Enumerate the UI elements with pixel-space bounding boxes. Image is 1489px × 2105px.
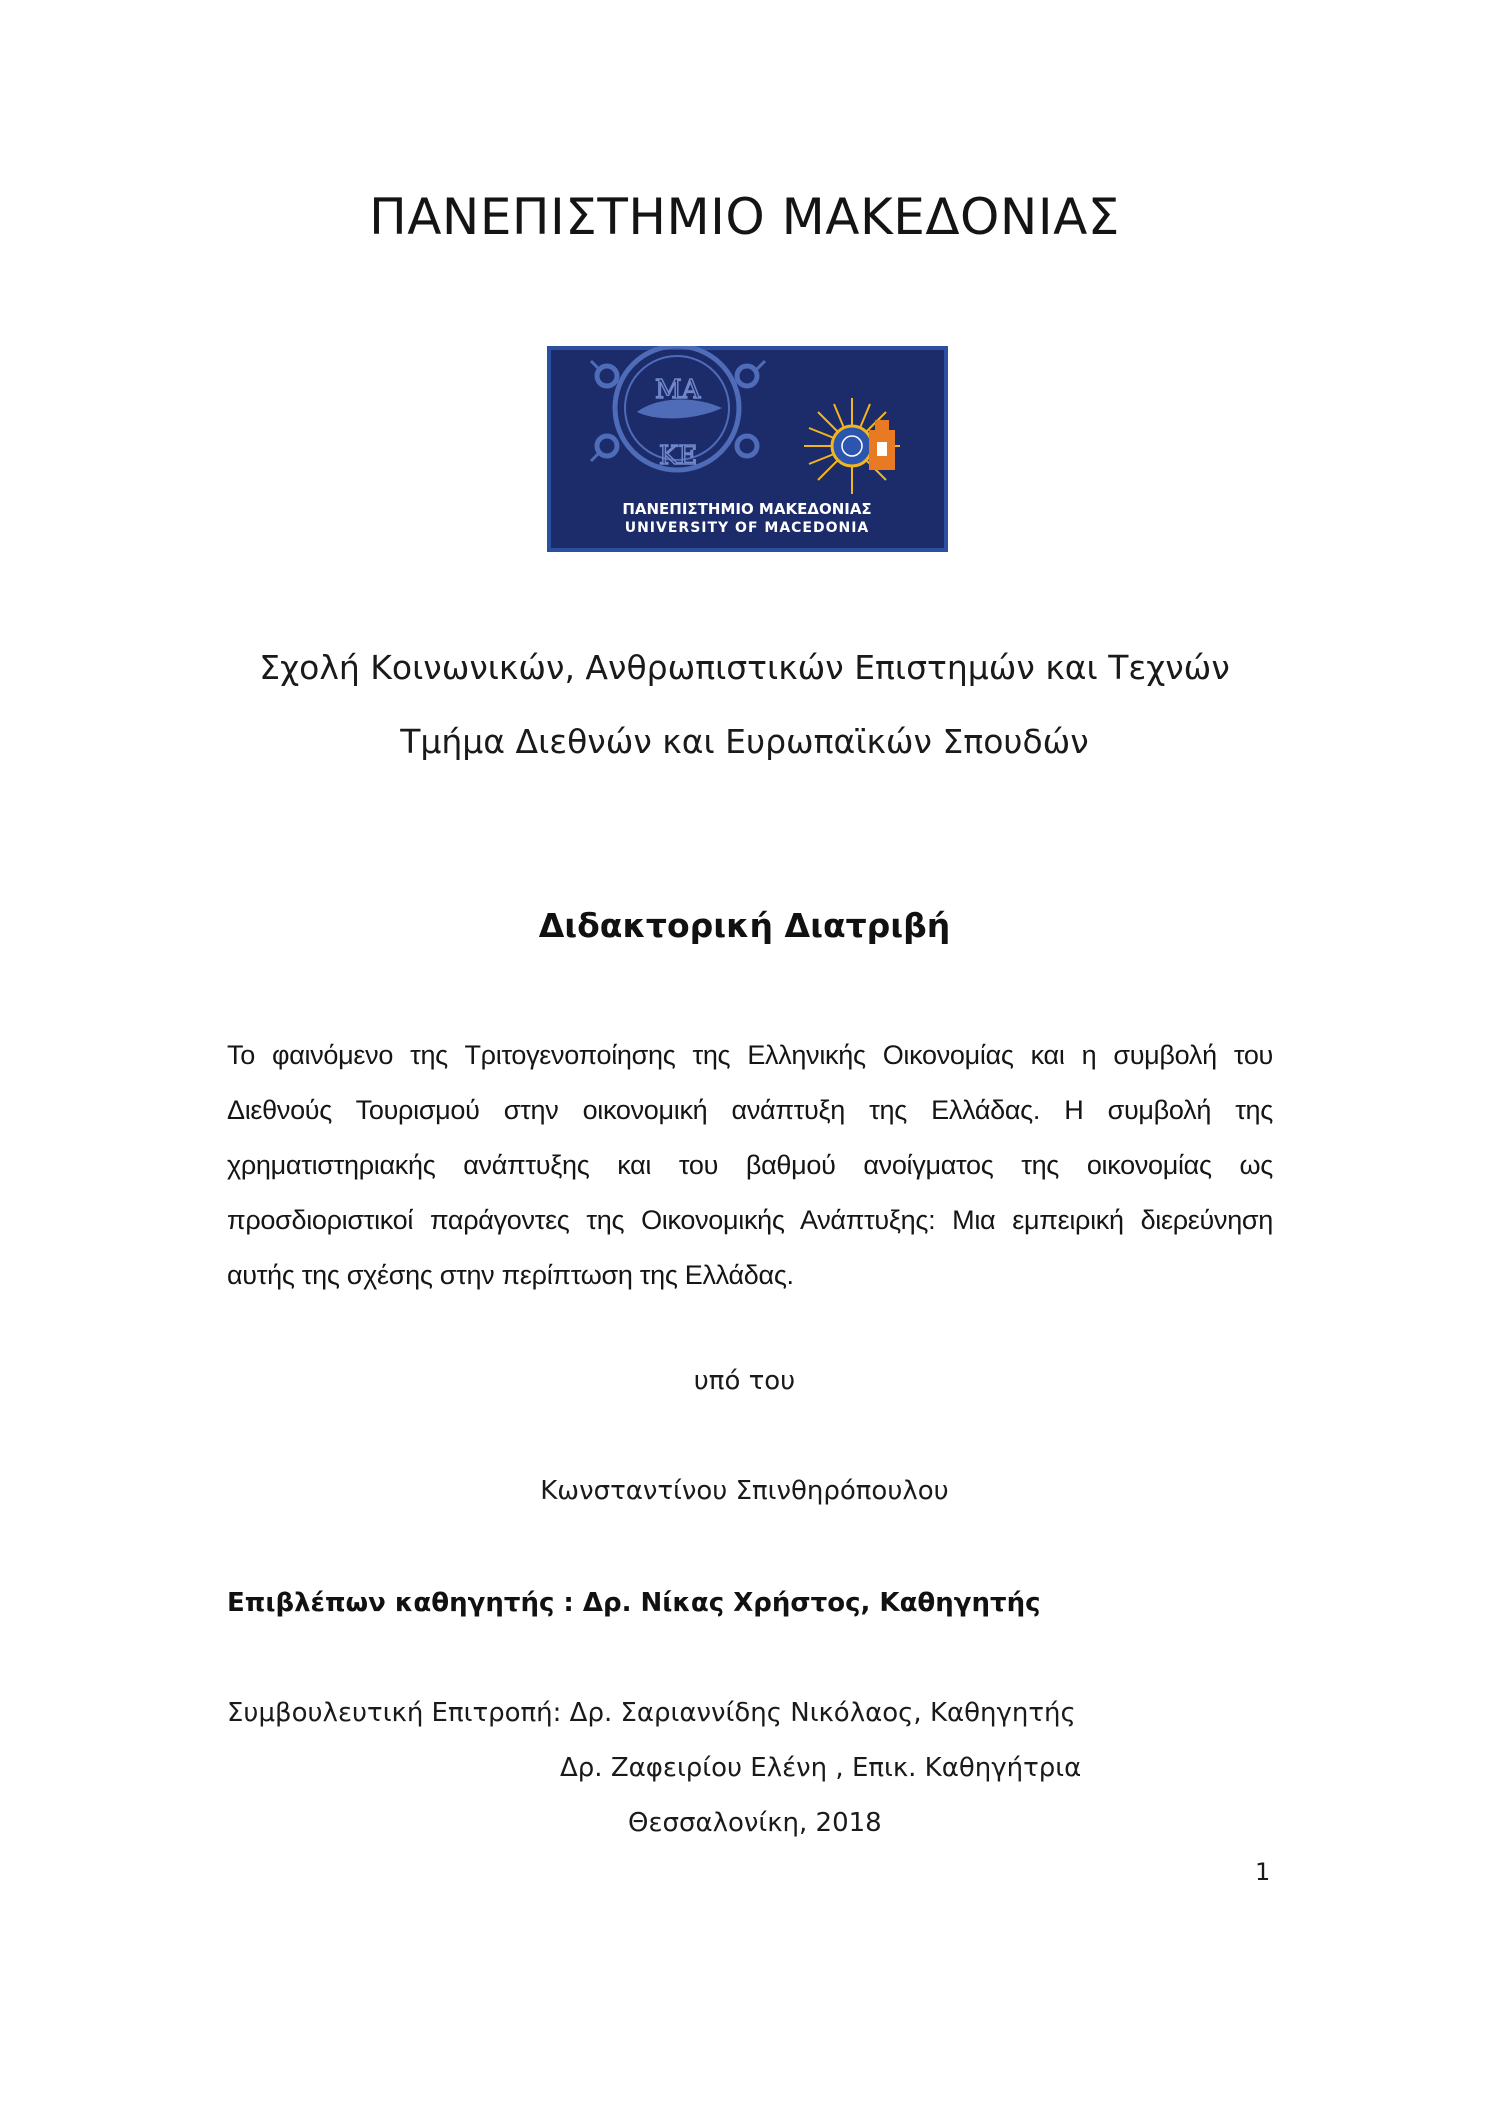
- svg-text:ΜΑ: ΜΑ: [655, 375, 701, 405]
- department-name: Τμήμα Διεθνών και Ευρωπαϊκών Σπουδών: [400, 722, 1089, 761]
- thesis-title: Το φαινόμενο της Τριτογενοποίησης της Ελληνικής Οικονομίας και η συμβολή του Διεθνούς Τουρισμού στην οικονομική ανάπτυξη της Ελλάδας. Η συμβολή της χρηματιστηριακής ανάπτυξης και του βαθμού ανοίγματος της οικονομίας ως προσδιοριστικοί παράγοντες της Οικονομικής Ανάπτυξης: Μια εμπειρική διερεύνηση αυτής της σχέσης στην περίπτωση της Ελλάδας.: [227, 1040, 1273, 1290]
- place-date: Θεσσαλονίκη, 2018: [628, 1808, 882, 1838]
- advisory-committee: Συμβουλευτική Επιτροπή: Δρ. Σαριαννίδης Νικόλαος, Καθηγητής: [227, 1698, 1076, 1728]
- page-number: 1: [1255, 1858, 1271, 1886]
- document-type: Διδακτορική Διατριβή: [538, 906, 951, 945]
- university-name: ΠΑΝΕΠΙΣΤΗΜΙΟ ΜΑΚΕΔΟΝΙΑΣ: [369, 188, 1120, 246]
- advisory-committee-member: Δρ. Ζαφειρίου Ελένη , Επικ. Καθηγήτρια: [560, 1753, 1082, 1783]
- logo-line-english: UNIVERSITY OF MACEDONIA: [624, 520, 870, 536]
- logo-line-greek: ΠΑΝΕΠΙΣΤΗΜΙΟ ΜΑΚΕΔΟΝΙΑΣ: [622, 500, 872, 518]
- supervisor: Επιβλέπων καθηγητής : Δρ. Νίκας Χρήστος, Καθηγητής: [227, 1588, 1041, 1618]
- svg-text:ΚΕ: ΚΕ: [659, 441, 698, 471]
- school-name: Σχολή Κοινωνικών, Ανθρωπιστικών Επιστημών και Τεχνών: [259, 648, 1230, 687]
- by-label: υπό του: [693, 1366, 796, 1396]
- author-name: Κωνσταντίνου Σπινθηρόπουλου: [540, 1476, 949, 1506]
- university-logo: [547, 346, 948, 552]
